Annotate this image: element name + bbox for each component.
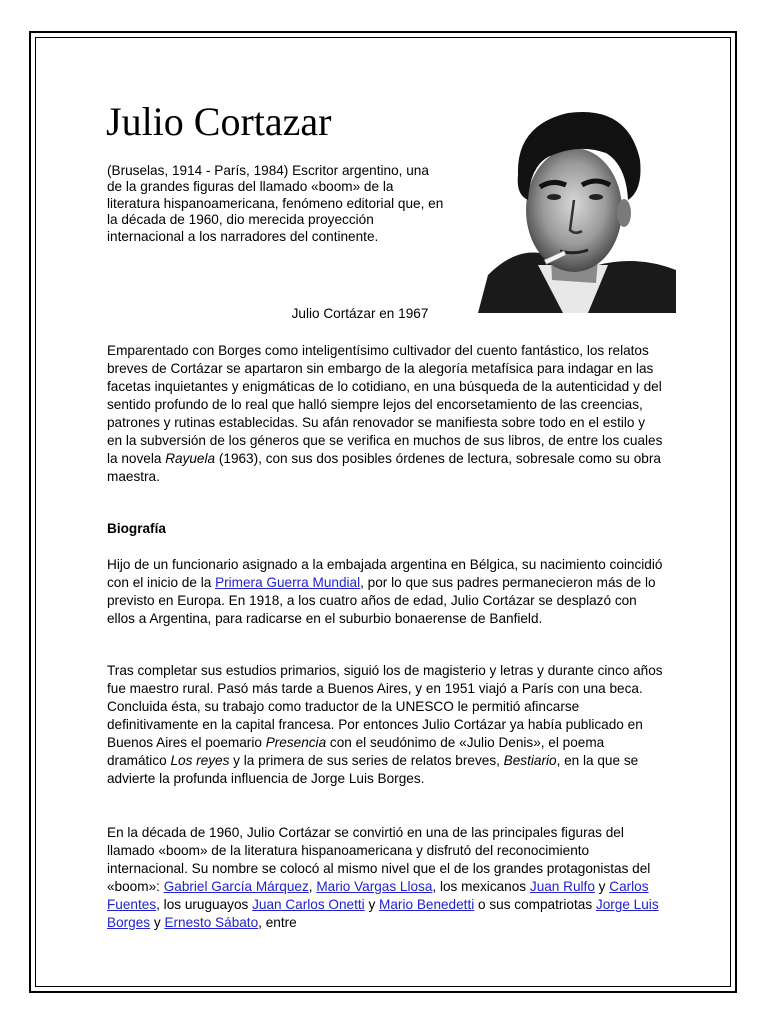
paragraph-4: En la década de 1960, Julio Cortázar se convirtió en una de las principales figuras del llamado «boom» de la literatura hispanoamericana y disfrutó del reconocimiento internacional. Su nombre se colocó al mismo nivel que el de los grandes protagonistas del «boom»: Gabriel García Márquez, Mario Vargas Llosa, los mexicanos Juan Rulfo y Carlos Fuentes, los uruguayos Juan Carlos Onetti y Mario Benedetti o sus compatriotas Jorge Luis Borges y Ernesto Sábato, entre (107, 825, 659, 930)
paragraph-1: Emparentado con Borges como inteligentísimo cultivador del cuento fantástico, los relatos breves de Cortázar se apartaron sin embargo de la alegoría metafísica para indagar en las facetas inquietantes y enigmáticas de lo cotidiano, en una búsqueda de la autenticidad y del sentido profundo de lo real que halló siempre lejos del encorsetamiento de las creencias, patrones y rutinas establecidas. Su afán renovador se manifiesta sobre todo en el estilo y en la subversión de los géneros que se verifica en muchos de sus libros, de entre los cuales la novela Rayuela (1963), con sus dos posibles órdenes de lectura, sobresale como su obra maestra. (107, 343, 663, 484)
link-mario-benedetti[interactable]: Mario Benedetti (379, 897, 475, 912)
link-jorge-luis-borges[interactable]: Jorge Luis Borges (107, 897, 659, 930)
link-primera-guerra-mundial[interactable]: Primera Guerra Mundial (215, 575, 361, 590)
author-portrait (478, 105, 676, 313)
paragraph-3: Tras completar sus estudios primarios, siguió los de magisterio y letras y durante cinco años fue maestro rural. Pasó más tarde a Buenos Aires, y en 1951 viajó a París con una beca. Concluida ésta, su trabajo como traductor de la UNESCO le permitió afincarse definitivamente en la capital francesa. Por entonces Julio Cortázar ya había publicado en Buenos Aires el poemario Presencia con el seudónimo de «Julio Denis», el poema dramático Los reyes y la primera de sus series de relatos breves, Bestiario, en la que se advierte la profunda influencia de Jorge Luis Borges. (107, 663, 663, 786)
link-gabriel-garcia-marquez[interactable]: Gabriel García Márquez (163, 879, 309, 894)
link-ernesto-sabato[interactable]: Ernesto Sábato (164, 915, 259, 930)
link-carlos-fuentes[interactable]: Carlos Fuentes (107, 879, 649, 912)
link-juan-carlos-onetti[interactable]: Juan Carlos Onetti (252, 897, 365, 912)
link-juan-rulfo[interactable]: Juan Rulfo (529, 879, 595, 894)
intro-paragraph: (Bruselas, 1914 - París, 1984) Escritor argentino, una de la grandes figuras del llamado «boom» de la literatura hispanoamericana, fenómeno editorial que, en la década de 1960, dio merecida proyección internacional a los narradores del continente. (107, 163, 444, 244)
paragraph-2: Hijo de un funcionario asignado a la embajada argentina en Bélgica, su nacimiento coincidió con el inicio de la Primera Guerra Mundial, por lo que sus padres permanecieron más de lo previsto en Europa. En 1918, a los cuatro años de edad, Julio Cortázar se desplazó con ellos a Argentina, para radicarse en el suburbio bonaerense de Banfield. (107, 557, 663, 626)
link-mario-vargas-llosa[interactable]: Mario Vargas Llosa (316, 879, 433, 894)
page-title: Julio Cortazar (106, 99, 332, 144)
portrait-caption: Julio Cortázar en 1967 (291, 306, 429, 321)
section-heading: Biografía (107, 521, 166, 536)
